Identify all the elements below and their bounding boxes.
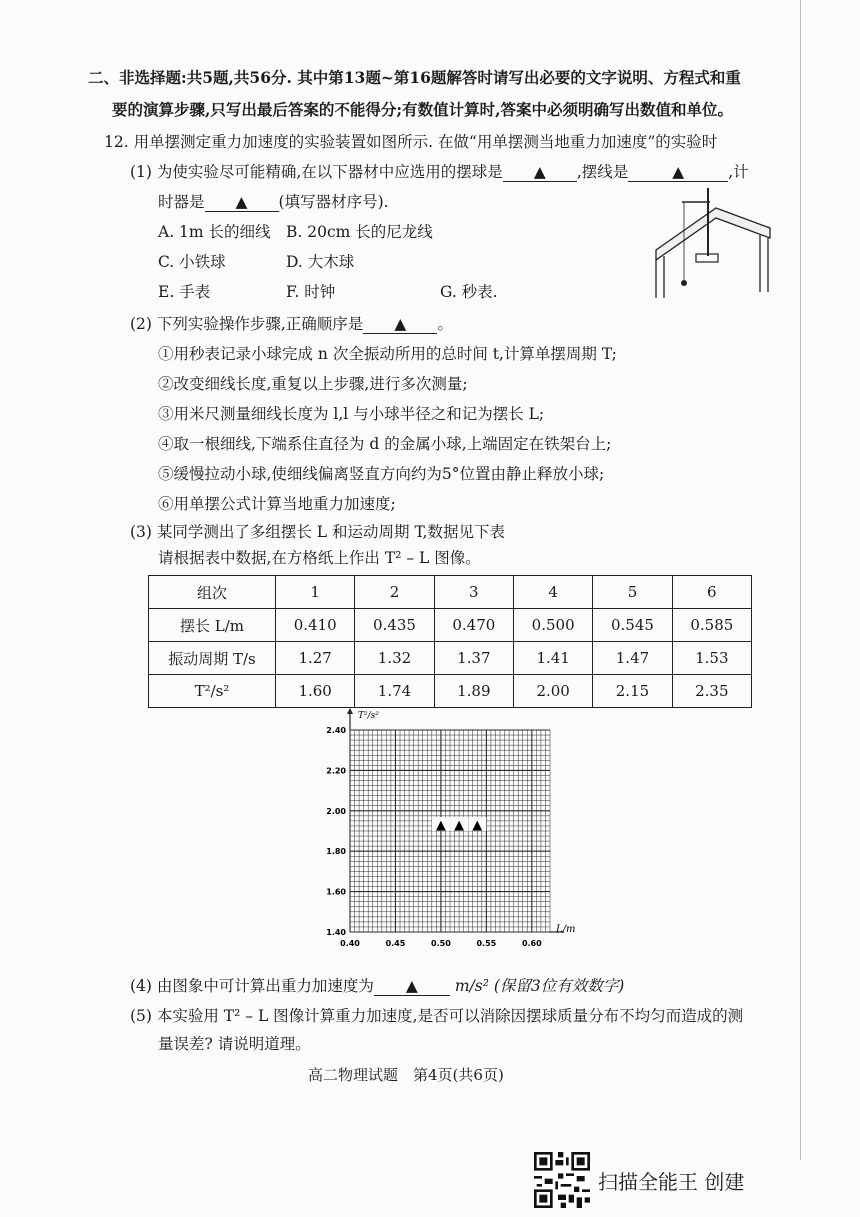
y-tick-label: 1.60 xyxy=(326,887,346,897)
table-cell: 2.35 xyxy=(672,675,751,708)
part4-a: (4) 由图象中可计算出重力加速度为 xyxy=(130,977,374,995)
part1-line1-a: (1) 为使实验尽可能精确,在以下器材中应选用的摆球是 xyxy=(130,163,503,181)
table-cell: 0.435 xyxy=(355,609,434,642)
table-row-header xyxy=(149,576,752,609)
step-4: ④取一根细线,下端系住直径为 d 的金属小球,上端固定在铁架台上; xyxy=(158,435,612,453)
table-cell: 6 xyxy=(672,576,751,609)
answer-marker: ▲ xyxy=(454,817,465,833)
table-cell: 1.27 xyxy=(276,642,355,675)
graph-paper-chart xyxy=(300,700,590,962)
option-b: B. 20cm 长的尼龙线 xyxy=(286,223,433,241)
page-footer: 高二物理试题 第4页(共6页) xyxy=(308,1066,504,1084)
table-row-length xyxy=(149,609,752,642)
table-cell: 4 xyxy=(513,576,592,609)
table-cell: 组次 xyxy=(149,576,276,609)
table-cell: 1.41 xyxy=(513,642,592,675)
part3-line2: 请根据表中数据,在方格纸上作出 T² – L 图像。 xyxy=(158,549,481,567)
table-cell: 1.37 xyxy=(434,642,513,675)
step-6: ⑥用单摆公式计算当地重力加速度; xyxy=(158,495,396,513)
part1-line1-c: ,计 xyxy=(728,163,749,181)
chart-marks xyxy=(432,817,486,833)
answer-blank-timer: ▲ xyxy=(205,193,279,212)
table-cell: 5 xyxy=(593,576,672,609)
answer-marker: ▲ xyxy=(472,817,483,833)
part1-line1-b: ,摆线是 xyxy=(576,163,629,181)
part1-line2-b: (填写器材序号). xyxy=(278,193,389,211)
part1-line1 xyxy=(130,160,749,182)
y-axis-arrowhead xyxy=(347,708,353,714)
qr-code-icon xyxy=(534,1152,590,1208)
step-2: ②改变细线长度,重复以上步骤,进行多次测量; xyxy=(158,375,468,393)
x-tick-label: 0.50 xyxy=(431,939,451,948)
y-tick-label: 2.40 xyxy=(326,726,346,735)
part5-line1: (5) 本实验用 T² – L 图像计算重力加速度,是否可以消除因摆球质量分布不均匀而造成的测 xyxy=(130,1007,744,1025)
option-g: G. 秒表. xyxy=(440,283,498,301)
table-cell: 2.15 xyxy=(593,675,672,708)
part4 xyxy=(130,974,624,996)
option-a: A. 1m 长的细线 xyxy=(158,223,271,241)
scanner-watermark: 扫描全能王 创建 xyxy=(598,1170,745,1194)
answer-blank-ball: ▲ xyxy=(503,163,577,182)
page-edge xyxy=(800,0,801,1160)
answer-blank-string: ▲ xyxy=(628,163,728,182)
table-row-period xyxy=(149,642,752,675)
option-e: E. 手表 xyxy=(158,283,211,301)
table-cell: 1 xyxy=(276,576,355,609)
part5-line2: 量误差? 请说明道理。 xyxy=(158,1035,311,1053)
step-3: ③用米尺测量细线长度为 l,l 与小球半径之和记为摆长 L; xyxy=(158,405,545,423)
table-cell: 1.60 xyxy=(276,675,355,708)
pendulum-apparatus-figure xyxy=(650,180,772,300)
section-header-line2: 要的演算步骤,只写出最后答案的不能得分;有数值计算时,答案中必须明确写出数值和单位。 xyxy=(112,100,734,119)
part1-line2-a: 时器是 xyxy=(158,193,205,211)
table-cell: 1.32 xyxy=(355,642,434,675)
option-d: D. 大木球 xyxy=(286,253,355,271)
question-intro: 12. 用单摆测定重力加速度的实验装置如图所示. 在做“用单摆测当地重力加速度”的实验时 xyxy=(104,133,718,151)
table-cell: 0.500 xyxy=(513,609,592,642)
step-5: ⑤缓慢拉动小球,使细线偏离竖直方向约为5°位置由静止释放小球; xyxy=(158,465,605,483)
chart-ylabel: T²/s² xyxy=(358,711,379,721)
table-cell: 2.00 xyxy=(513,675,592,708)
table-cell: 0.470 xyxy=(434,609,513,642)
table-cell: 0.545 xyxy=(593,609,672,642)
option-c: C. 小铁球 xyxy=(158,253,226,271)
answer-blank-order: ▲ xyxy=(363,315,437,334)
table-cell: T²/s² xyxy=(149,675,276,708)
part2 xyxy=(130,312,453,334)
y-tick-label: 1.40 xyxy=(326,928,346,937)
table-cell: 1.47 xyxy=(593,642,672,675)
answer-marker: ▲ xyxy=(435,817,446,833)
part2-a: (2) 下列实验操作步骤,正确顺序是 xyxy=(130,315,364,333)
table-cell: 1.53 xyxy=(672,642,751,675)
section-header-line1: 二、非选择题:共5题,共56分. 其中第13题~第16题解答时请写出必要的文字说明、方程式和重 xyxy=(88,68,741,87)
x-tick-label: 0.40 xyxy=(340,939,360,948)
table-cell: 振动周期 T/s xyxy=(149,642,276,675)
table-cell: 1.89 xyxy=(434,675,513,708)
answer-blank-g: ▲ xyxy=(374,977,450,996)
y-tick-label: 1.80 xyxy=(326,847,346,857)
table-cell: 2 xyxy=(355,576,434,609)
part3-line1: (3) 某同学测出了多组摆长 L 和运动周期 T,数据见下表 xyxy=(130,523,505,541)
y-tick-label: 2.00 xyxy=(326,806,346,816)
x-tick-label: 0.55 xyxy=(476,939,497,948)
table-cell: 3 xyxy=(434,576,513,609)
data-table xyxy=(148,575,752,708)
table-cell: 摆长 L/m xyxy=(149,609,276,642)
step-1: ①用秒表记录小球完成 n 次全振动所用的总时间 t,计算单摆周期 T; xyxy=(158,345,617,363)
option-f: F. 时钟 xyxy=(286,283,336,301)
table-cell: 1.74 xyxy=(355,675,434,708)
table-cell: 0.585 xyxy=(672,609,751,642)
part4-b: m/s² (保留3位有效数字) xyxy=(454,977,625,995)
chart-xlabel: L/m xyxy=(556,924,576,935)
table-cell: 0.410 xyxy=(276,609,355,642)
x-tick-label: 0.60 xyxy=(521,939,542,948)
y-tick-label: 2.20 xyxy=(326,766,346,776)
chart-ticks xyxy=(326,726,542,948)
x-tick-label: 0.45 xyxy=(385,939,406,948)
part1-line2 xyxy=(158,190,389,212)
part2-b: 。 xyxy=(437,315,453,333)
